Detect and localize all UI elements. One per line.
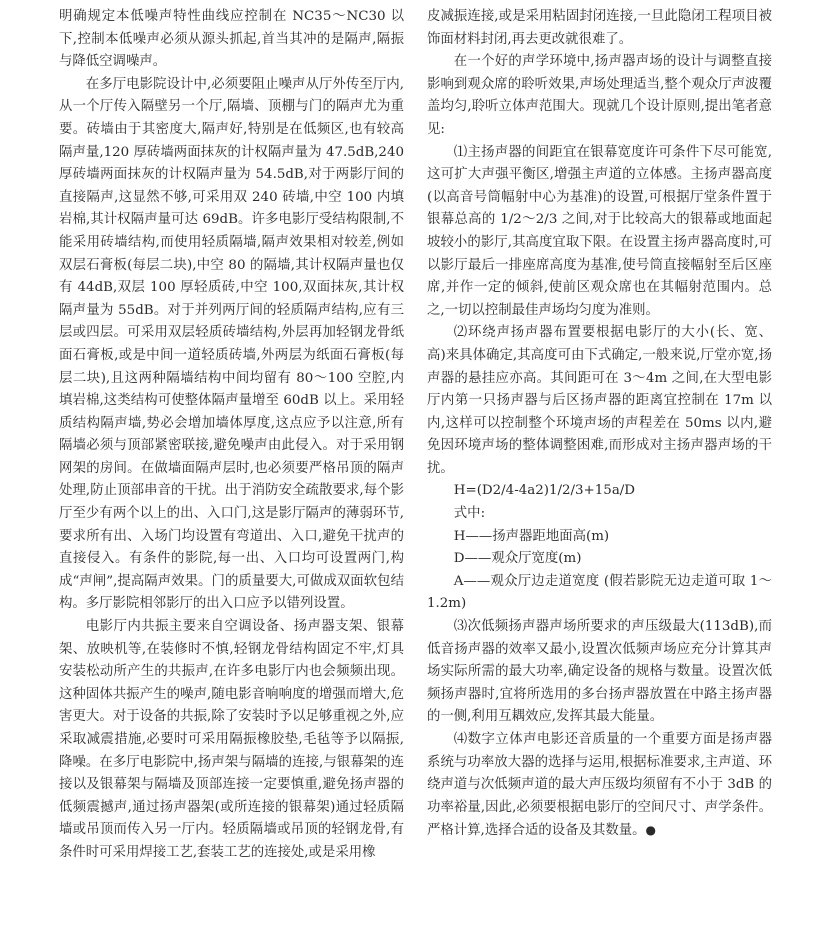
item-surround-speaker: ⑵环绕声扬声器布置要根据电影厅的大小(长、宽、高)来具体确定,其高度可由下式确定,一般来说,厅堂亦宽,扬声器的悬挂应亦高。其间距可在 3～4m 之间,在大型电影厅内第一只扬声器与后区扬声器的距离宜控制在 17m 以内,这样可以控制整个环境声场的声程差在 50ms 以内,避免因环境声场的整体调整困难,而形成对主扬声器声场的干扰。 xyxy=(427,325,772,476)
paragraph-noise-criteria: 明确规定本低噪声特性曲线应控制在 NC35～NC30 以下,控制本低噪声必须从源头抓起,首当其冲的是隔声,隔振与降低空调噪声。 xyxy=(59,9,404,70)
right-column xyxy=(427,6,772,843)
formula: H=(D2/4-4a2)1/2/3+15a/D xyxy=(453,483,636,499)
item-amplifier-text: ⑷数字立体声电影还音质量的一个重要方面是扬声器系统与功率放大器的选择与运用,根据标准要求,主声道、环绕声道与次低频声道的最大声压级均须留有不小于 3dB 的功率裕量,因此,必须要根据电影厅的空间尺寸、声学条件。严格计算,选择合适的设备及其数量。 xyxy=(427,732,772,839)
formula-where-label: 式中: xyxy=(453,506,486,522)
definition-d: D——观众厅宽度(m) xyxy=(453,551,582,567)
left-column xyxy=(59,6,404,865)
definition-h: H——扬声器距地面高(m) xyxy=(453,528,610,544)
end-mark-icon: ● xyxy=(645,823,656,838)
item-main-speaker: ⑴主扬声器的间距宜在银幕宽度许可条件下尽可能宽,这可扩大声强平衡区,增强主声道的立体感。主扬声器高度(以高音号筒幅射中心为基准)的设置,可根据厅堂条件置于银幕总高的 1/2～2/3 之间,对于比较高大的银幕或地面起坡较小的影厅,其高度宜取下限。在设置主扬声器高度时,可以影厅最后一排座席高度为基准,使号筒直接幅射至后区座席,并作一定的倾斜,使前区观众席也在其幅射范围内。总之,一切以控制最佳声场均匀度为准则。 xyxy=(427,144,772,318)
definition-a: A——观众厅边走道宽度 (假若影院无边走道可取 1～1.2m) xyxy=(427,573,772,612)
paragraph-continuation: 皮减振连接,或是采用粘固封闭连接,一旦此隐闭工程项目被饰面材料封闭,再去更改就很难了。 xyxy=(427,9,772,47)
paragraph-speaker-intro: 在一个好的声学环境中,扬声器声场的设计与调整直接影响到观众席的聆听效果,声场处理适当,整个观众厅声波覆盖均匀,聆听立体声范围大。现就几个设计原则,提出笔者意见: xyxy=(427,54,772,137)
item-subwoofer: ⑶次低频扬声器声场所要求的声压级最大(113dB),而低音扬声器的效率又最小,设置次低频声场应充分计算其声场实际所需的最大功率,确定设备的规格与数量。设置次低频扬声器时,宜将所选用的多台扬声器放置在中路主扬声器的一侧,利用互耦效应,发挥其最大能量。 xyxy=(427,619,772,725)
item-amplifier xyxy=(427,729,772,843)
paragraph-vibration-isolation: 电影厅内共振主要来自空调设备、扬声器支架、银幕架、放映机等,在装修时不慎,轻钢龙骨结构固定不牢,灯具安装松动所产生的共振声,在许多电影厅内也会频频出现。这种固体共振产生的噪声,随电影音响响度的增强而增大,危害更大。对于设备的共振,除了安装时予以足够重视之外,应采取减震措施,必要时可采用隔振橡胶垫,毛毡等予以隔振,降噪。在多厅电影院中,扬声架与隔墙的连接,与银幕架的连接以及银幕架与隔墙及顶部连接一定要慎重,避免扬声器的低频震撼声,通过扬声器架(或所连接的银幕架)通过轻质隔墙或吊顶而传入另一厅内。轻质隔墙或吊顶的轻钢龙骨,有条件时可采用焊接工艺,套装工艺的连接处,或是采用橡 xyxy=(59,619,404,860)
paragraph-sound-insulation: 在多厅电影院设计中,必须要阻止噪声从厅外传至厅内,从一个厅传入隔壁另一个厅,隔墙、顶棚与门的隔声尤为重要。砖墙由于其密度大,隔声好,特别是在低频区,也有较高隔声量,120 厚砖墙两面抹灰的计权隔声量为 47.5dB,240 厚砖墙两面抹灰的计权隔声量为 54.5dB,对于两影厅间的直接隔声,这显然不够,可采用双 240 砖墙,中空 100 内填岩棉,其计权隔声量可达 69dB。许多电影厅受结构限制,不能采用砖墙结构,而使用轻质隔墙,隔声效果相对较差,例如双层石膏板(每层二块),中空 80 的隔墙,其计权隔声量也仅有 44dB,双层 100 厚轻质砖,中空 100,双面抹灰,其计权隔声量为 55dB。对于并列两厅间的轻质隔声结构,应有三层或四层。可采用双层轻质砖墙结构,外层再加轻钢龙骨纸面石膏板,或是中间一道轻质砖墙,外两层为纸面石膏板(每层二块),且这两种隔墙结构中间均留有 80～100 空腔,内填岩棉,这类结构可使整体隔声量增至 60dB 以上。采用轻质结构隔声墙,势必会增加墙体厚度,这点应予以注意,所有隔墙必须与顶部紧密联接,避免噪声由此侵入。对于采用钢网架的房间。在做墙面隔声层时,也必须要严格吊顶的隔声处理,防止顶部串音的干扰。出于消防安全疏散要求,每个影厅至少有两个以上的出、入口门,这是影厅隔声的薄弱环节,要求所有出、入场门均设置有弯道出、入口,避免干扰声的直接侵入。有条件的影院,每一出、入口均可设置两门,构成“声闸”,提高隔声效果。门的质量要大,可做成双面软包结构。多厅影院相邻影厅的出入口应予以错列设置。 xyxy=(59,76,404,612)
